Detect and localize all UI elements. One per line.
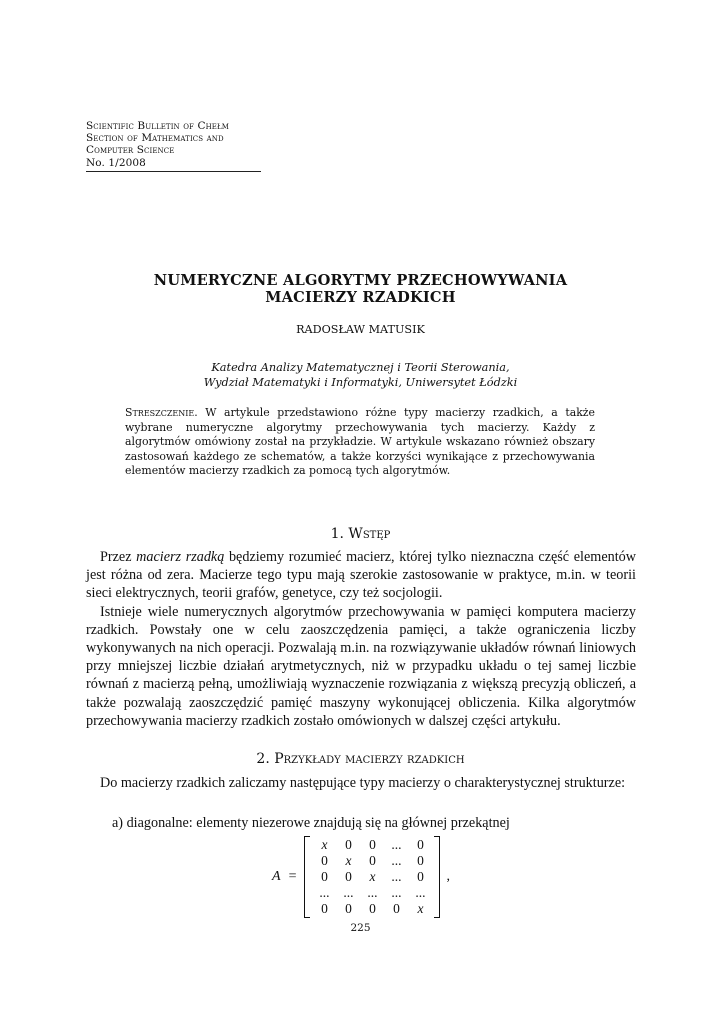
matrix-cell: ... [343, 885, 354, 900]
matrix-cell: x [321, 837, 328, 852]
affiliation-line1: Katedra Analizy Matematycznej i Teorii Sterowania, [211, 361, 510, 374]
journal-header [86, 120, 261, 172]
matrix-equation [272, 835, 450, 919]
matrix-cell: ... [319, 885, 330, 900]
matrix-cell: 0 [321, 853, 328, 868]
left-bracket [304, 836, 310, 918]
right-bracket [434, 836, 440, 918]
paper-title [0, 272, 721, 306]
matrix-cell: 0 [393, 901, 400, 916]
matrix-body [312, 837, 432, 917]
matrix-cell: ... [391, 869, 402, 884]
matrix-cell: x [417, 901, 424, 916]
list-item-a: a) diagonalne: elementy niezerowe znajdują się na głównej przekątnej [112, 815, 510, 831]
section1-paragraph1: Przez macierz rzadką będziemy rozumieć macierz, której tylko nieznaczna część elementów jest różna od zera. Macierze tego typu mają szerokie zastosowanie w praktyce, m.in. w teorii sieci elektrycznych, teorii grafów, genetyce, czy też socjologii. [86, 549, 636, 602]
matrix-cell: 0 [345, 869, 352, 884]
abstract-label: Streszczenie. [125, 406, 198, 419]
matrix-cell: 0 [417, 837, 424, 852]
affiliation-line2: Wydział Matematyki i Informatyki, Uniwersytet Łódzki [203, 376, 518, 390]
section2-body [86, 774, 636, 792]
matrix-row [312, 853, 432, 869]
journal-section-line1: Section of Mathematics and [86, 132, 224, 145]
title-line1: NUMERYCZNE ALGORYTMY PRZECHOWYWANIA [153, 272, 568, 289]
section1-paragraph2: Istnieje wiele numerycznych algorytmów przechowywania w pamięci komputera macierzy rzadkich. Powstały one w celu zaoszczędzenia pamięci, a także ograniczenia liczby wykonywanych na nich operacji. Pozwalają m.in. na rozwiązywanie układów równań liniowych przy mniejszej liczbie działań arytmetycznych, niż w przypadku układu o tej samej liczbie równań z macierzą pełną, umożliwiają wyznaczenie rozwiązania z większą precyzją obliczeń, a także pozwalają zaoszczędzić pamięć maszyny wykonującej obliczenia. Kilka algorytmów przechowywania macierzy rzadkich zostało omówionych w dalszej części artykułu. [86, 603, 636, 729]
section1-body [86, 548, 636, 730]
matrix-cell: ... [391, 853, 402, 868]
page-number: 225 [350, 922, 371, 934]
author-name: RADOSŁAW MATUSIK [296, 323, 425, 336]
matrix-row [312, 901, 432, 917]
matrix-cell: 0 [369, 837, 376, 852]
matrix-cell: 0 [417, 853, 424, 868]
matrix-cell: 0 [345, 837, 352, 852]
journal-section-line2: Computer Science [86, 144, 175, 157]
matrix-row [312, 869, 432, 885]
matrix-cell: 0 [417, 869, 424, 884]
matrix-cell: ... [391, 837, 402, 852]
journal-issue: No. 1/2008 [86, 156, 146, 169]
matrix-label: A [272, 869, 281, 884]
matrix-cell: x [345, 853, 352, 868]
section1-heading: 1. Wstęp [330, 526, 391, 542]
section2-heading: 2. Przykłady macierzy rzadkich [256, 751, 465, 767]
emphasis-term: macierz rzadką [136, 549, 225, 565]
journal-name: Scientific Bulletin of Chełm [86, 120, 230, 132]
abstract [125, 406, 595, 479]
matrix-comma: , [446, 869, 450, 884]
matrix-cell: 0 [369, 853, 376, 868]
matrix-cell: x [369, 869, 376, 884]
title-line2: MACIERZY RZADKICH [265, 289, 456, 306]
matrix-cell: 0 [321, 901, 328, 916]
matrix-cell: ... [391, 885, 402, 900]
matrix-cell: 0 [321, 869, 328, 884]
matrix-cell: 0 [345, 901, 352, 916]
matrix-cell: 0 [369, 901, 376, 916]
equals-sign: = [288, 869, 297, 884]
matrix-row [312, 837, 432, 853]
journal-rule [86, 171, 261, 172]
abstract-text: W artykule przedstawiono różne typy macierzy rzadkich, a także wybrane numeryczne algorytmy przechowywania tych macierzy. Każdy z algorytmów omówiony został na przykładzie. W artykule wskazano również obszary zastosowań każdego ze schematów, a także korzyści wynikające z przechowywania elementów macierzy rzadkich za pomocą tych algorytmów. [125, 406, 595, 478]
section2-paragraph1: Do macierzy rzadkich zaliczamy następujące typy macierzy o charakterystycznej strukturze: [100, 775, 626, 791]
matrix-cell: ... [415, 885, 426, 900]
affiliation [0, 360, 721, 391]
matrix-row [312, 885, 432, 901]
matrix-cell: ... [367, 885, 378, 900]
